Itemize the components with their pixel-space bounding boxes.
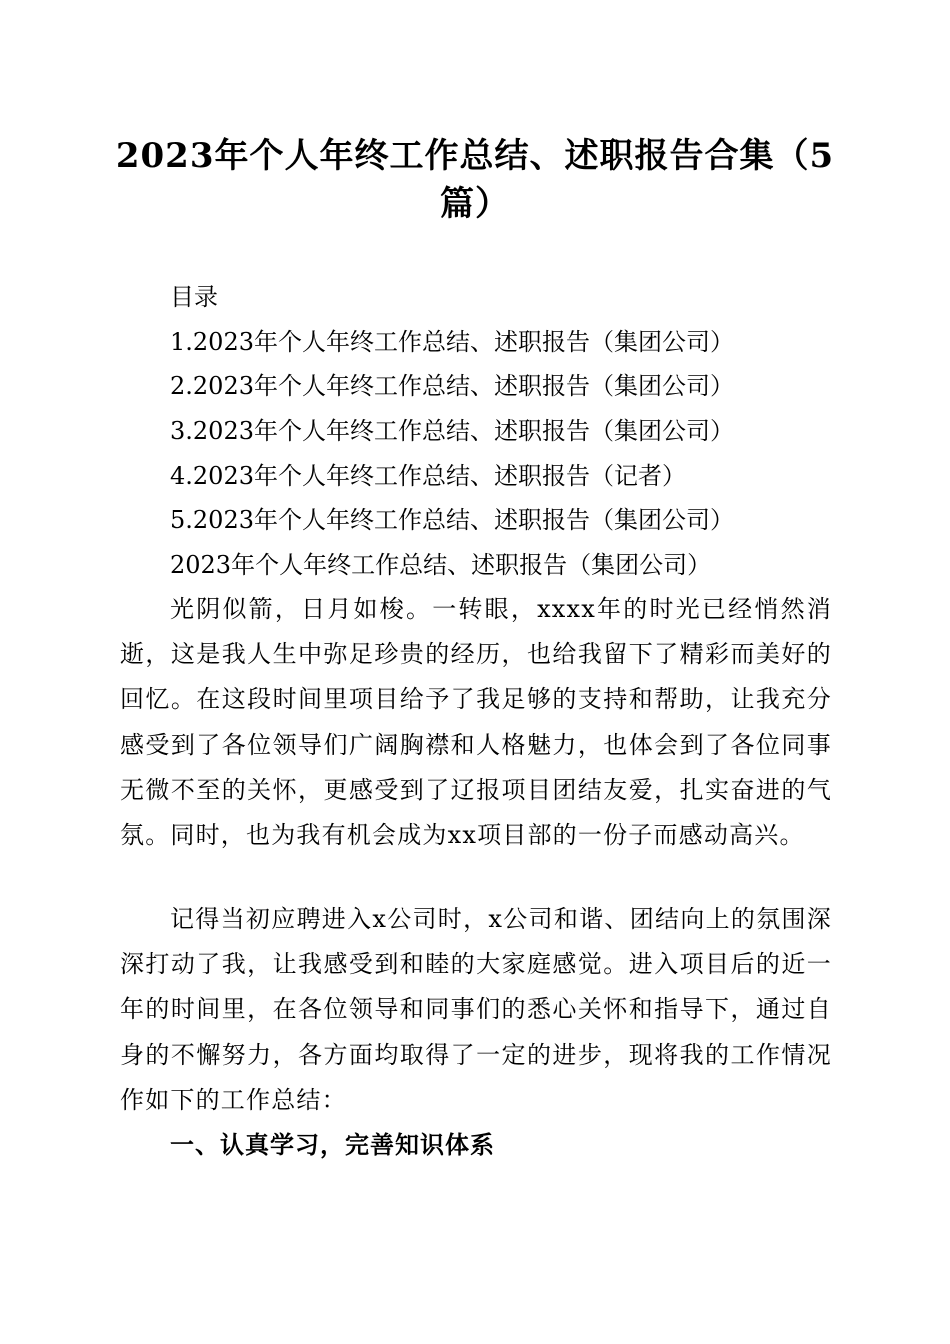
body-paragraph: 记得当初应聘进入x公司时，x公司和谐、团结向上的氛围深深打动了我，让我感受到和睦的大家庭感觉。进入项目后的近一年的时间里，在各位领导和同事们的悉心关怀和指导下，通过自身的不懈努力，各方面均取得了一定的进步，现将我的工作情况作如下的工作总结： (120, 905, 832, 1114)
toc-item[interactable]: 5.2023年个人年终工作总结、述职报告（集团公司） (170, 506, 734, 534)
toc-item[interactable]: 2.2023年个人年终工作总结、述职报告（集团公司） (170, 372, 734, 400)
toc-heading: 目录 (170, 283, 218, 311)
section-heading: 一、认真学习，完善知识体系 (170, 1131, 495, 1159)
document-title: 2023年个人年终工作总结、述职报告合集（5篇） (115, 136, 835, 224)
toc-item[interactable]: 3.2023年个人年终工作总结、述职报告（集团公司） (170, 417, 734, 445)
article-title: 2023年个人年终工作总结、述职报告（集团公司） (170, 551, 712, 579)
toc-item[interactable]: 4.2023年个人年终工作总结、述职报告（记者） (170, 462, 686, 490)
body-paragraph: 光阴似箭，日月如梭。一转眼，xxxx年的时光已经悄然消逝，这是我人生中弥足珍贵的经历，也给我留下了精彩而美好的回忆。在这段时间里项目给予了我足够的支持和帮助，让我充分感受到了各位领导们广阔胸襟和人格魅力，也体会到了各位同事无微不至的关怀，更感受到了辽报项目团结友爱，扎实奋进的气氛。同时，也为我有机会成为xx项目部的一份子而感动高兴。 (120, 595, 832, 850)
toc-item[interactable]: 1.2023年个人年终工作总结、述职报告（集团公司） (170, 328, 734, 356)
